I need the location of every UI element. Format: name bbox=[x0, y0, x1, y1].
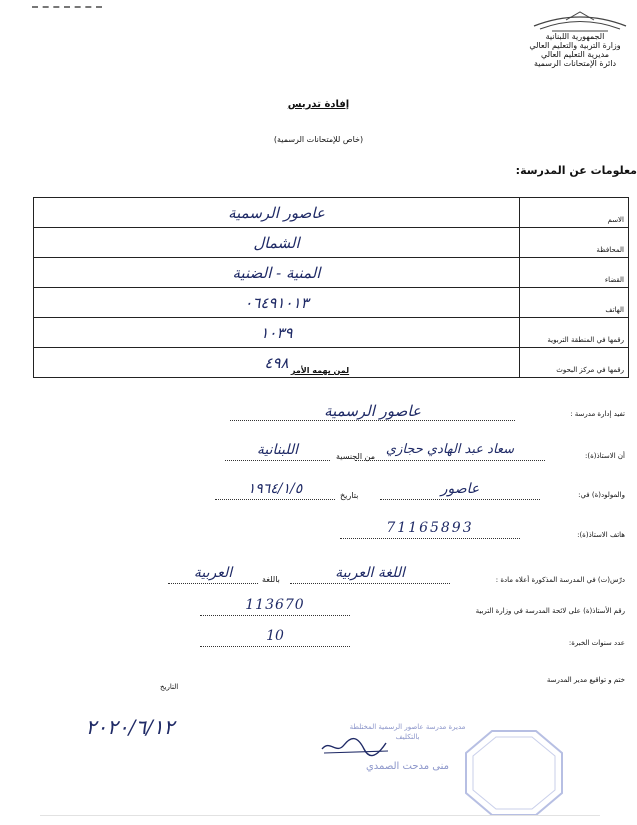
stamp-name: منى مدحت الصمدي bbox=[365, 761, 450, 772]
header-line: مديرية التعليم العالي bbox=[540, 50, 610, 59]
school-name-label: الاسم bbox=[520, 198, 629, 228]
teacher-phone-value: 71165893 bbox=[340, 520, 520, 539]
birth-date-value: ١٩٦٤/١/٥ bbox=[215, 481, 335, 500]
phone-label: الهاتف bbox=[520, 288, 629, 318]
school-info-table bbox=[33, 197, 629, 378]
table-row bbox=[34, 198, 629, 228]
district-label: القضاء bbox=[520, 258, 629, 288]
table-row bbox=[34, 228, 629, 258]
research-number-label: رقمها في مركز البحوث bbox=[520, 348, 629, 378]
signature-icon bbox=[318, 735, 398, 757]
to-whom-heading: لمن يهمه الأمر bbox=[290, 366, 350, 375]
document-title: إفادة تدريس bbox=[287, 99, 350, 110]
official-seal-icon bbox=[462, 728, 566, 818]
header-line: الجمهورية اللبنانية bbox=[545, 32, 605, 41]
governorate-label: المحافظة bbox=[520, 228, 629, 258]
district-value: المنية - الضنية bbox=[34, 258, 520, 288]
region-number-label: رقمها في المنطقة التربوية bbox=[520, 318, 629, 348]
table-row bbox=[34, 258, 629, 288]
ministry-number-value: 113670 bbox=[200, 597, 350, 616]
subject-label: درّس(ت) في المدرسة المذكورة أعلاه مادة : bbox=[495, 576, 625, 584]
header-line: دائرة الإمتحانات الرسمية bbox=[533, 59, 617, 68]
nationality-label: من الجنسية bbox=[336, 452, 375, 461]
birth-place-value: عاصور bbox=[380, 481, 540, 500]
governorate-value: الشمال bbox=[34, 228, 520, 258]
years-value: 10 bbox=[200, 628, 350, 647]
research-number-value: ٤٩٨ bbox=[34, 348, 520, 378]
teacher-phone-label: هاتف الاستاذ(ة): bbox=[577, 531, 625, 539]
school-admin-value: عاصور الرسمية bbox=[230, 402, 515, 421]
teacher-label: أن الاستاذ(ة): bbox=[585, 452, 625, 460]
principal-signature-label: ختم و تواقيع مدير المدرسة bbox=[546, 676, 625, 684]
region-number-value: ١٠٣٩ bbox=[34, 318, 520, 348]
header-line: وزارة التربية والتعليم العالي bbox=[529, 41, 621, 50]
birth-place-label: والمولود(ة) في: bbox=[578, 491, 625, 499]
stamp-line: بالتكليف bbox=[395, 733, 420, 741]
header-block bbox=[520, 32, 630, 68]
date-value: ٢٠٢٠/٦/١٢ bbox=[85, 715, 175, 739]
ministry-number-label: رقم الأستاذ(ة) على لائحة المدرسة في وزارة التربية bbox=[475, 607, 625, 615]
scan-mark bbox=[32, 6, 102, 12]
teacher-value: سعاد عبد الهادي حجازي bbox=[355, 442, 545, 461]
ministry-logo-icon bbox=[532, 6, 628, 32]
stamp-line: مديرة مدرسة عاصور الرسمية المختلطة bbox=[349, 723, 466, 731]
language-label: باللغة bbox=[262, 575, 280, 584]
nationality-value: اللبنانية bbox=[225, 442, 330, 461]
date-label: التاريخ bbox=[160, 683, 179, 691]
subject-value: اللغة العربية bbox=[290, 565, 450, 584]
document-subtitle: (خاص للإمتحانات الرسمية) bbox=[273, 135, 364, 144]
birth-date-label: بتاريخ bbox=[340, 491, 359, 500]
school-admin-label: تفيد إدارة مدرسة : bbox=[570, 410, 625, 418]
scan-mark bbox=[40, 815, 600, 816]
school-name-value: عاصور الرسمية bbox=[34, 198, 520, 228]
years-label: عدد سنوات الخبرة: bbox=[568, 639, 625, 647]
language-value: العربية bbox=[168, 565, 258, 584]
table-row bbox=[34, 288, 629, 318]
section-title: معلومات عن المدرسة: bbox=[515, 164, 637, 177]
table-row bbox=[34, 318, 629, 348]
phone-value: ٠٦٤٩١٠١٣ bbox=[34, 288, 520, 318]
